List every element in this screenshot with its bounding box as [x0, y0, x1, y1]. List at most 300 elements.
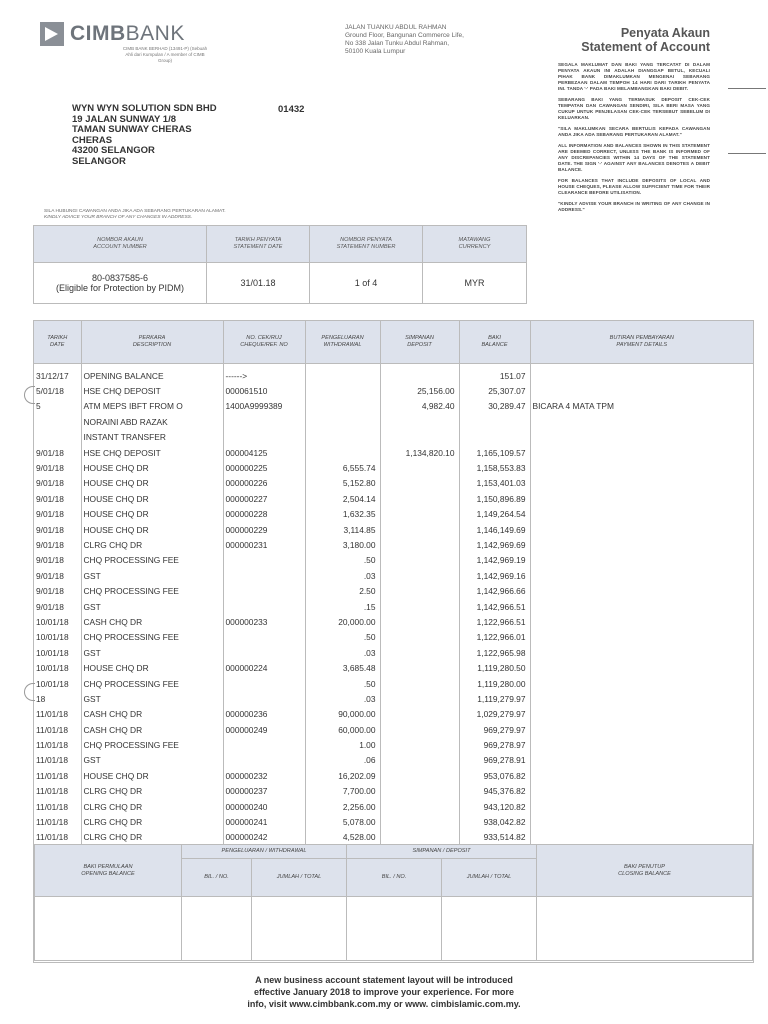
table-cell: .50: [305, 630, 380, 645]
table-cell: 10/01/18: [34, 614, 81, 629]
header-currency: MATAWANG CURRENCY: [423, 226, 527, 263]
table-cell: 7,700.00: [305, 784, 380, 799]
withdrawal-total-header: JUMLAH / TOTAL: [252, 859, 347, 897]
table-cell: 3,114.85: [305, 522, 380, 537]
table-cell: [530, 737, 753, 752]
table-cell: 2,504.14: [305, 491, 380, 506]
table-cell: 000000231: [223, 537, 305, 552]
table-cell: 1,142,969.69: [459, 537, 530, 552]
note-2: SEBARANG BAKI YANG TERMASUK DEPOSIT CEK-CEK TEMPATAN DAN CAWANGAN SENDIRI, SILA BERI MASA YANG CUKUP UNTUK PENJELASAN CEK-CEK TERSEBUT SEBELUM DI KELUARKAN.: [558, 97, 710, 120]
table-cell: [530, 507, 753, 522]
transactions-body: [34, 364, 753, 846]
table-cell: CHQ PROCESSING FEE: [81, 630, 223, 645]
table-cell: 1,158,553.83: [459, 460, 530, 475]
table-cell: 000000242: [223, 830, 305, 845]
table-cell: [380, 537, 459, 552]
table-cell: [305, 399, 380, 414]
table-cell: CHQ PROCESSING FEE: [81, 553, 223, 568]
note-4: ALL INFORMATION AND BALANCES SHOWN IN THIS STATEMENT ARE DEEMED CORRECT, UNLESS THE BANK IS INFORMED OF ANY DISCREPANCIES WITHIN 14 DAYS OF THE STATEMENT DATE. THE SIGN '-' AGAINST ANY BALANCES DENOTES A DEBIT BALANCE.: [558, 143, 710, 172]
table-cell: [380, 599, 459, 614]
table-cell: 000000232: [223, 768, 305, 783]
table-cell: 2,256.00: [305, 799, 380, 814]
table-cell: [380, 768, 459, 783]
table-cell: [305, 364, 380, 384]
table-cell: [380, 630, 459, 645]
table-cell: 1,146,149.69: [459, 522, 530, 537]
table-cell: HSE CHQ DEPOSIT: [81, 383, 223, 398]
table-cell: [530, 599, 753, 614]
table-cell: [380, 814, 459, 829]
table-cell: 3,180.00: [305, 537, 380, 552]
account-number: 80-0837585-6 (Eligible for Protection by PIDM): [34, 263, 207, 304]
tx-header-2: NO. CEK/RUJ CHEQUE/REF. NO: [223, 321, 305, 364]
table-cell: [305, 430, 380, 445]
closing-balance-header: BAKI PENUTUP CLOSING BALANCE: [537, 845, 753, 897]
table-cell: [530, 583, 753, 598]
table-cell: [530, 614, 753, 629]
table-row: [34, 553, 753, 568]
table-cell: 5,152.80: [305, 476, 380, 491]
table-cell: 000000249: [223, 722, 305, 737]
table-cell: [530, 814, 753, 829]
summary-values-row: [35, 897, 753, 961]
table-cell: .50: [305, 676, 380, 691]
table-cell: 30,289.47: [459, 399, 530, 414]
table-cell: 9/01/18: [34, 553, 81, 568]
table-cell: [34, 430, 81, 445]
table-cell: [223, 753, 305, 768]
table-cell: 9/01/18: [34, 491, 81, 506]
title-english: Statement of Account: [581, 40, 710, 54]
table-cell: CLRG CHQ DR: [81, 830, 223, 845]
table-cell: [380, 645, 459, 660]
statement-number: 1 of 4: [310, 263, 423, 304]
table-cell: 60,000.00: [305, 722, 380, 737]
table-cell: 1,029,279.97: [459, 707, 530, 722]
deposit-total-header: JUMLAH / TOTAL: [442, 859, 537, 897]
header-statement-number: NOMBOR PENYATA STATEMENT NUMBER: [310, 226, 423, 263]
table-cell: 9/01/18: [34, 583, 81, 598]
table-cell: 11/01/18: [34, 737, 81, 752]
table-cell: 11/01/18: [34, 814, 81, 829]
table-cell: .03: [305, 568, 380, 583]
logo-light: BANK: [125, 22, 185, 45]
table-cell: [530, 414, 753, 429]
table-cell: 11/01/18: [34, 768, 81, 783]
table-cell: 000000236: [223, 707, 305, 722]
table-cell: 1,122,966.01: [459, 630, 530, 645]
table-cell: [380, 707, 459, 722]
table-cell: 1,119,280.50: [459, 660, 530, 675]
table-cell: [223, 599, 305, 614]
table-cell: [223, 691, 305, 706]
table-row: [34, 630, 753, 645]
table-cell: 9/01/18: [34, 507, 81, 522]
table-row: [34, 364, 753, 384]
table-cell: 31/12/17: [34, 364, 81, 384]
table-row: [34, 491, 753, 506]
table-row: [34, 737, 753, 752]
table-cell: CHQ PROCESSING FEE: [81, 676, 223, 691]
table-cell: 1400A9999389: [223, 399, 305, 414]
table-cell: CASH CHQ DR: [81, 707, 223, 722]
table-cell: 1,149,264.54: [459, 507, 530, 522]
table-row: [34, 753, 753, 768]
table-cell: 1,165,109.57: [459, 445, 530, 460]
table-cell: [380, 583, 459, 598]
deposit-group-header: SIMPANAN / DEPOSIT: [347, 845, 537, 859]
table-cell: [530, 491, 753, 506]
table-cell: [380, 414, 459, 429]
table-cell: 1,142,969.16: [459, 568, 530, 583]
table-cell: ATM MEPS IBFT FROM O: [81, 399, 223, 414]
table-cell: 11/01/18: [34, 753, 81, 768]
table-cell: 1,632.35: [305, 507, 380, 522]
table-cell: 9/01/18: [34, 537, 81, 552]
table-cell: 945,376.82: [459, 784, 530, 799]
title-malay: Penyata Akaun: [620, 26, 710, 40]
note-1: SEGALA MAKLUMAT DAN BAKI YANG TERCATAT DI DALAM PENYATA AKAUN INI ADALAH DIANGGAP BETUL, KECUALI PIHAK BANK DIMAKLUMKAN MENGENAI SEBARANG PERBEZAAN DALAM TEMPOH 14 HARI DARI TARIKH PENYATA INI. TANDA '-' PADA BAKI MELAMBANGKAN BAKI DEBIT.: [558, 62, 710, 91]
table-row: [34, 768, 753, 783]
table-cell: 11/01/18: [34, 722, 81, 737]
table-cell: [530, 630, 753, 645]
table-cell: [380, 660, 459, 675]
table-cell: [380, 430, 459, 445]
table-cell: 969,278.91: [459, 753, 530, 768]
table-cell: 1,142,969.19: [459, 553, 530, 568]
table-cell: [530, 383, 753, 398]
tx-header-5: BAKI BALANCE: [459, 321, 530, 364]
table-cell: 1,153,401.03: [459, 476, 530, 491]
table-cell: 5/01/18: [34, 383, 81, 398]
table-cell: [530, 691, 753, 706]
table-cell: HOUSE CHQ DR: [81, 768, 223, 783]
tx-header-0: TARIKH DATE: [34, 321, 81, 364]
table-row: [34, 383, 753, 398]
table-cell: [530, 522, 753, 537]
table-row: [34, 830, 753, 845]
table-cell: [530, 364, 753, 384]
table-cell: [380, 553, 459, 568]
table-cell: 1,134,820.10: [380, 445, 459, 460]
customer-address: WYN WYN SOLUTION SDN BHD 19 JALAN SUNWAY 1/8 TAMAN SUNWAY CHERAS CHERAS 43200 SELANGOR SELANGOR: [72, 103, 217, 167]
table-cell: BICARA 4 MATA TPM: [532, 401, 614, 412]
deposit-count-header: BIL. / NO.: [347, 859, 442, 897]
table-cell: OPENING BALANCE: [81, 364, 223, 384]
fold-mark: [728, 153, 766, 154]
table-cell: 1,122,966.51: [459, 614, 530, 629]
table-cell: NORAINI ABD RAZAK: [81, 414, 223, 429]
table-cell: 1,119,279.97: [459, 691, 530, 706]
table-cell: 9/01/18: [34, 460, 81, 475]
table-cell: 1,142,966.66: [459, 583, 530, 598]
header-account-number: NOMBOR AKAUN ACCOUNT NUMBER: [34, 226, 207, 263]
table-cell: 11/01/18: [34, 830, 81, 845]
note-5: FOR BALANCES THAT INCLUDE DEPOSITS OF LOCAL AND HOUSE CHEQUES, PLEASE ALLOW SUFFICIENT TIME FOR THEIR CLEARANCE BEFORE UTILISATION.: [558, 178, 710, 195]
table-cell: 9/01/18: [34, 445, 81, 460]
table-cell: [380, 737, 459, 752]
table-cell: 000000237: [223, 784, 305, 799]
table-cell: 9/01/18: [34, 476, 81, 491]
table-cell: HOUSE CHQ DR: [81, 476, 223, 491]
table-cell: GST: [81, 645, 223, 660]
table-row: [34, 430, 753, 445]
table-cell: [223, 430, 305, 445]
table-cell: CLRG CHQ DR: [81, 814, 223, 829]
table-cell: [223, 414, 305, 429]
statement-notes: [558, 62, 710, 218]
table-cell: CLRG CHQ DR: [81, 784, 223, 799]
table-cell: [530, 460, 753, 475]
table-row: [34, 445, 753, 460]
table-cell: [380, 784, 459, 799]
address-change-notice: SILA HUBUNGI CAWANGAN ANDA JIKA ADA SEBARANG PERTUKARAN ALAMAT. KINDLY ADVICE YOUR BRANCH OF ANY CHANGES IN ADDRESS.: [44, 209, 226, 220]
table-cell: [380, 364, 459, 384]
table-cell: [530, 660, 753, 675]
tx-header-6: BUTIRAN PEMBAYARAN PAYMENT DETAILS: [530, 321, 753, 364]
transactions-table-wrapper: [33, 320, 754, 846]
table-cell: [530, 568, 753, 583]
table-cell: [223, 737, 305, 752]
table-row: [34, 707, 753, 722]
table-row: [34, 722, 753, 737]
table-cell: [223, 676, 305, 691]
table-cell: [380, 691, 459, 706]
table-cell: 1.00: [305, 737, 380, 752]
table-cell: 10/01/18: [34, 660, 81, 675]
table-cell: HOUSE CHQ DR: [81, 460, 223, 475]
table-cell: 10/01/18: [34, 645, 81, 660]
table-cell: [380, 568, 459, 583]
logo-bold: CIMB: [70, 22, 126, 45]
table-cell: [530, 830, 753, 845]
table-row: [34, 614, 753, 629]
table-cell: .03: [305, 691, 380, 706]
table-row: [34, 537, 753, 552]
logo-subtitle: CIMB BANK BERHAD (13491-P) (Sebuah Ahli dari Kumpulan / A member of CIMB Group): [122, 46, 208, 63]
table-cell: [530, 768, 753, 783]
table-cell: 25,307.07: [459, 383, 530, 398]
table-cell: 969,278.97: [459, 737, 530, 752]
table-cell: .50: [305, 553, 380, 568]
table-row: [34, 568, 753, 583]
table-cell: .03: [305, 645, 380, 660]
table-cell: HOUSE CHQ DR: [81, 507, 223, 522]
punch-hole: [24, 683, 35, 701]
table-cell: GST: [81, 599, 223, 614]
table-cell: 3,685.48: [305, 660, 380, 675]
table-cell: 10/01/18: [34, 630, 81, 645]
table-cell: 969,279.97: [459, 722, 530, 737]
table-cell: ------>: [223, 364, 305, 384]
table-cell: 25,156.00: [380, 383, 459, 398]
table-cell: [530, 753, 753, 768]
table-cell: [380, 614, 459, 629]
table-cell: [380, 491, 459, 506]
table-cell: 1,122,965.98: [459, 645, 530, 660]
table-cell: [380, 722, 459, 737]
transactions-header: [34, 321, 753, 364]
table-cell: 1,150,896.89: [459, 491, 530, 506]
table-cell: [305, 414, 380, 429]
table-cell: [530, 537, 753, 552]
table-cell: [380, 476, 459, 491]
tx-header-1: PERKARA DESCRIPTION: [81, 321, 223, 364]
table-cell: [380, 830, 459, 845]
table-cell: CLRG CHQ DR: [81, 537, 223, 552]
note-6: "KINDLY ADVISE YOUR BRANCH IN WRITING OF ANY CHANGE IN ADDRESS.": [558, 201, 710, 212]
customer-code: 01432: [278, 104, 305, 115]
table-cell: 000000224: [223, 660, 305, 675]
table-cell: 1,142,966.51: [459, 599, 530, 614]
table-cell: [305, 445, 380, 460]
table-cell: [530, 445, 753, 460]
table-cell: [380, 460, 459, 475]
table-cell: 11/01/18: [34, 784, 81, 799]
cimb-logo-icon: [40, 22, 64, 46]
table-cell: 000000240: [223, 799, 305, 814]
header-statement-date: TARIKH PENYATA STATEMENT DATE: [207, 226, 310, 263]
table-cell: [530, 476, 753, 491]
table-cell: 000000229: [223, 522, 305, 537]
table-cell: GST: [81, 691, 223, 706]
table-cell: [530, 799, 753, 814]
table-cell: 18: [34, 691, 81, 706]
table-cell: 953,076.82: [459, 768, 530, 783]
table-cell: 943,120.82: [459, 799, 530, 814]
table-cell: .15: [305, 599, 380, 614]
table-cell: [223, 553, 305, 568]
currency: MYR: [423, 263, 527, 304]
table-row: [34, 522, 753, 537]
table-cell: [223, 645, 305, 660]
table-cell: GST: [81, 568, 223, 583]
table-cell: [530, 430, 753, 445]
table-cell: [305, 383, 380, 398]
table-cell: 1,119,280.00: [459, 676, 530, 691]
table-cell: HOUSE CHQ DR: [81, 522, 223, 537]
punch-hole: [24, 386, 35, 404]
table-cell: [530, 707, 753, 722]
footer-notice: A new business account statement layout will be introduced effective January 2018 to improve your experience. For more info, visit www.cimbbank.com.my or www. cimbislamic.com.my.: [247, 975, 521, 1009]
table-cell: [380, 507, 459, 522]
table-cell: 933,514.82: [459, 830, 530, 845]
table-row: [34, 599, 753, 614]
bank-logo: [40, 22, 185, 46]
table-cell: 000000233: [223, 614, 305, 629]
table-cell: [223, 630, 305, 645]
note-3: "SILA MAKLUMKAN SECARA BERTULIS KEPADA CAWANGAN ANDA JIKA ADA SEBARANG PERTUKARAN ALAMAT.": [558, 126, 710, 137]
table-cell: [530, 676, 753, 691]
summary-table: [34, 844, 753, 961]
table-cell: 9/01/18: [34, 522, 81, 537]
table-row: [34, 799, 753, 814]
table-row: [34, 676, 753, 691]
table-cell: [459, 430, 530, 445]
tx-header-3: PENGELUARAN WITHDRAWAL: [305, 321, 380, 364]
table-row: [34, 476, 753, 491]
table-cell: 5,078.00: [305, 814, 380, 829]
table-cell: GST: [81, 753, 223, 768]
table-row: [34, 507, 753, 522]
table-cell: [530, 784, 753, 799]
table-cell: 90,000.00: [305, 707, 380, 722]
table-cell: 000000227: [223, 491, 305, 506]
account-info-table: [33, 225, 527, 304]
table-row: [34, 691, 753, 706]
table-cell: HOUSE CHQ DR: [81, 491, 223, 506]
table-row: [34, 414, 753, 429]
table-cell: 151.07: [459, 364, 530, 384]
table-cell: 000000226: [223, 476, 305, 491]
withdrawal-count-header: BIL. / NO.: [182, 859, 252, 897]
table-cell: 000000228: [223, 507, 305, 522]
table-cell: 000004125: [223, 445, 305, 460]
table-cell: [530, 722, 753, 737]
table-cell: INSTANT TRANSFER: [81, 430, 223, 445]
table-cell: [380, 522, 459, 537]
withdrawal-group-header: PENGELUARAN / WITHDRAWAL: [182, 845, 347, 859]
table-row: [34, 814, 753, 829]
table-cell: [459, 414, 530, 429]
table-row: [34, 460, 753, 475]
tx-header-4: SIMPANAN DEPOSIT: [380, 321, 459, 364]
table-row: [34, 660, 753, 675]
table-cell: 000061510: [223, 383, 305, 398]
table-cell: CHQ PROCESSING FEE: [81, 737, 223, 752]
table-cell: HOUSE CHQ DR: [81, 660, 223, 675]
table-cell: 16,202.09: [305, 768, 380, 783]
table-cell: CLRG CHQ DR: [81, 799, 223, 814]
summary-table-wrapper: [33, 844, 754, 963]
table-cell: 000000241: [223, 814, 305, 829]
table-row: [34, 645, 753, 660]
table-cell: CASH CHQ DR: [81, 614, 223, 629]
table-cell: 4,982.40: [380, 399, 459, 414]
statement-date: 31/01.18: [207, 263, 310, 304]
branch-address: JALAN TUANKU ABDUL RAHMAN Ground Floor, Bangunan Commerce Life, No 338 Jalan Tunku Abdul Rahman, 50100 Kuala Lumpur: [345, 24, 464, 55]
table-cell: 11/01/18: [34, 707, 81, 722]
table-cell: HSE CHQ DEPOSIT: [81, 445, 223, 460]
table-cell: 938,042.82: [459, 814, 530, 829]
table-cell: 11/01/18: [34, 799, 81, 814]
table-cell: [223, 568, 305, 583]
table-cell: 9/01/18: [34, 568, 81, 583]
fold-mark: [728, 88, 766, 89]
table-cell: [380, 676, 459, 691]
table-cell: [380, 799, 459, 814]
table-cell: CASH CHQ DR: [81, 722, 223, 737]
opening-balance-header: BAKI PERMULAAN OPENING BALANCE: [35, 845, 182, 897]
table-cell: 6,555.74: [305, 460, 380, 475]
table-cell: 4,528.00: [305, 830, 380, 845]
table-cell: 2.50: [305, 583, 380, 598]
table-cell: [34, 414, 81, 429]
table-cell: [530, 645, 753, 660]
table-cell: [223, 583, 305, 598]
table-cell: 9/01/18: [34, 599, 81, 614]
table-cell: CHQ PROCESSING FEE: [81, 583, 223, 598]
table-row: [34, 399, 753, 414]
table-cell: [530, 553, 753, 568]
table-row: [34, 583, 753, 598]
table-cell: 000000225: [223, 460, 305, 475]
transactions-table: [34, 321, 753, 845]
table-row: [34, 784, 753, 799]
table-cell: .06: [305, 753, 380, 768]
table-cell: [380, 753, 459, 768]
table-cell: 10/01/18: [34, 676, 81, 691]
